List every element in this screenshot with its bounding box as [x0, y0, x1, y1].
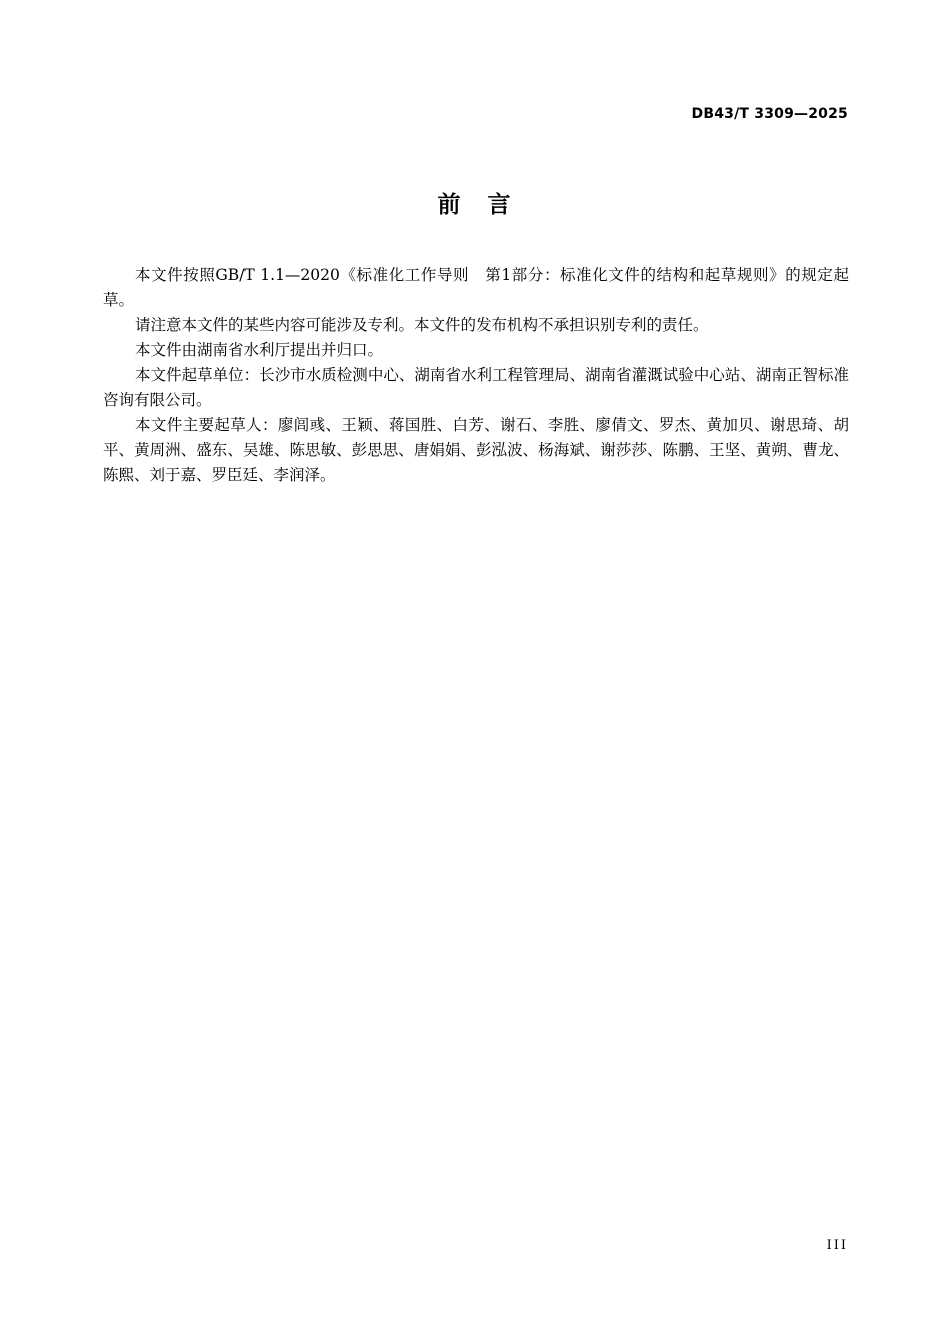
- standard-code: DB43/T 3309—2025: [691, 106, 848, 122]
- paragraph-proposer: 本文件由湖南省水利厅提出并归口。: [135, 341, 384, 359]
- page-number: III: [826, 1238, 848, 1253]
- paragraph-patent-notice: 请注意本文件的某些内容可能涉及专利。本文件的发布机构不承担识别专利的责任。: [135, 316, 709, 334]
- foreword-body: [103, 263, 849, 488]
- page-title: 前 言: [437, 192, 513, 218]
- paragraph-drafting-units: 本文件起草单位：长沙市水质检测中心、湖南省水利工程管理局、湖南省灌溉试验中心站、湖南正智标准咨询有限公司。: [103, 366, 849, 409]
- paragraph-drafters: 本文件主要起草人：廖闾彧、王颖、蒋国胜、白芳、谢石、李胜、廖倩文、罗杰、黄加贝、谢思琦、胡平、黄周洲、盛东、吴雄、陈思敏、彭思思、唐娟娟、彭泓波、杨海斌、谢莎莎、陈鹏、王坚、黄朔、曹龙、陈熙、刘于嘉、罗臣廷、李润泽。: [103, 416, 849, 484]
- paragraph-drafting-rules: 本文件按照GB/T 1.1—2020《标准化工作导则 第1部分：标准化文件的结构和起草规则》的规定起草。: [103, 266, 849, 309]
